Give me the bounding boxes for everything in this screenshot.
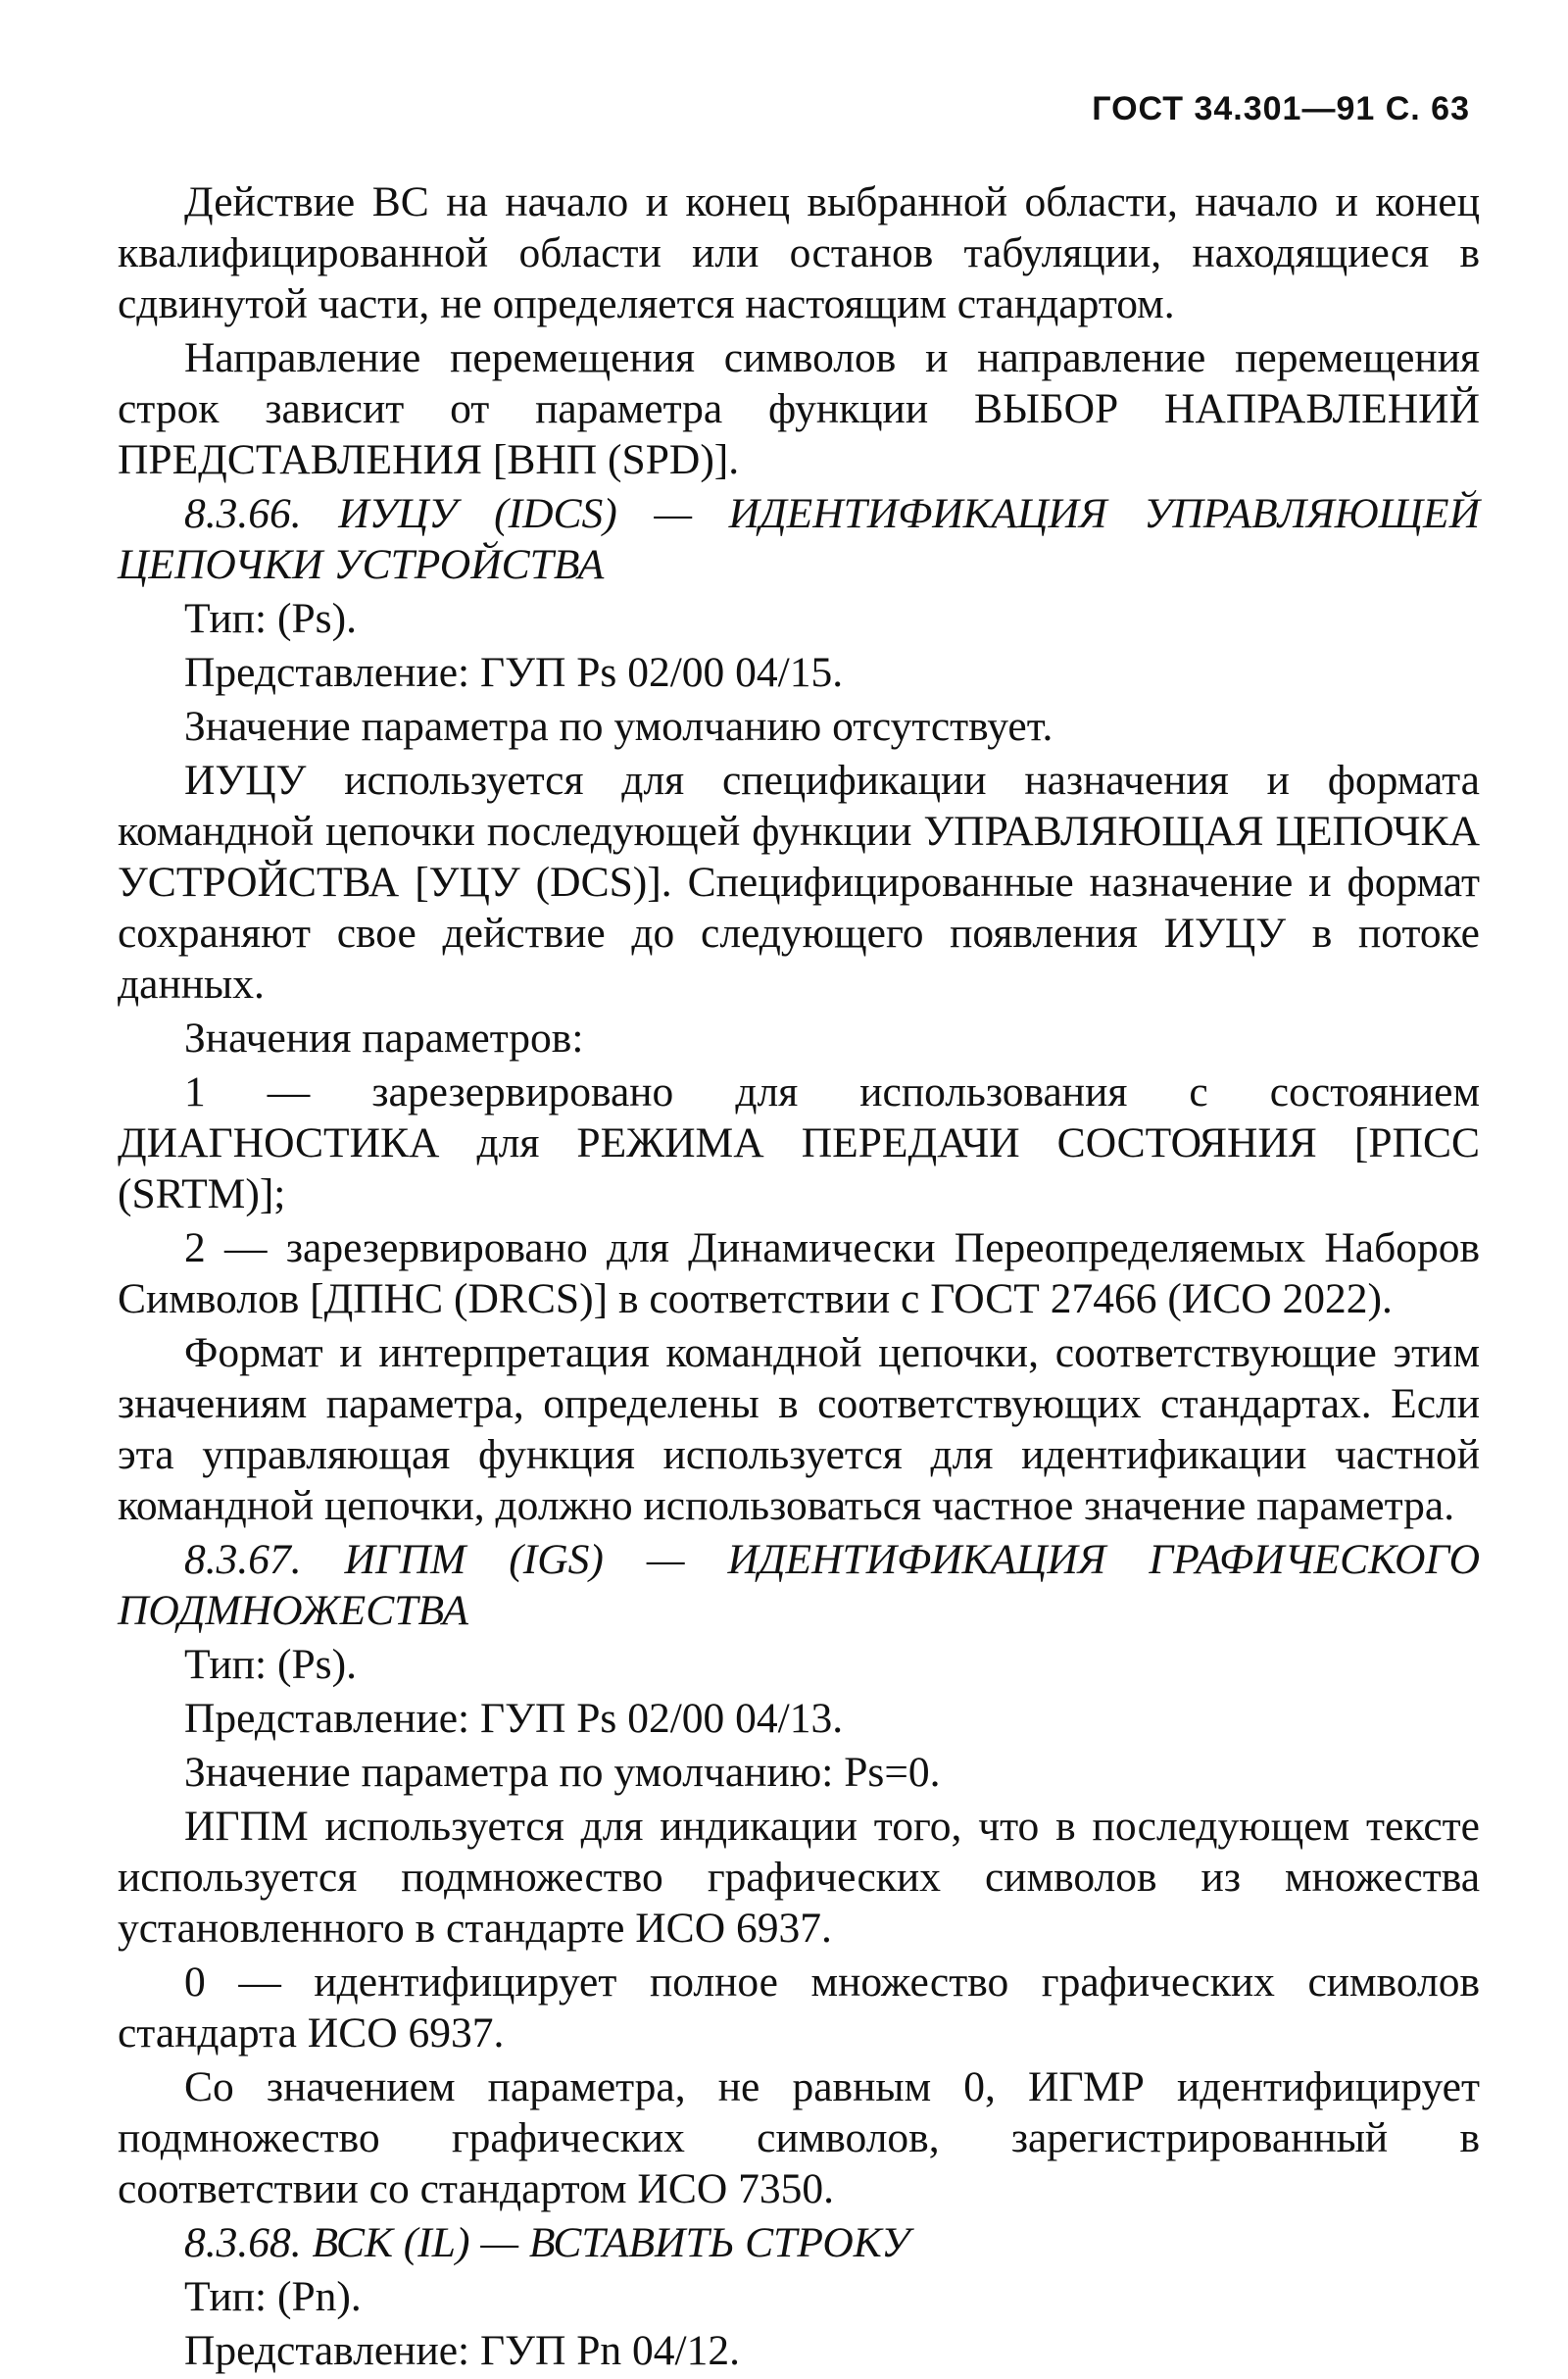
paragraph: ИГПМ используется для индикации того, что в последующем тексте используется подмножество графических символов из множества установленного в стандарте ИСО 6937. — [118, 1803, 1480, 1952]
paragraph: Тип: (Ps). — [184, 595, 357, 642]
list-item: 2 — зарезервировано для Динамически Переопределяемых Наборов Символов [ДПНС (DRCS)] в соответствии с ГОСТ 27466 (ИСО 2022). — [118, 1224, 1480, 1322]
paragraph: Представление: ГУП Ps 02/00 04/15. — [184, 649, 844, 696]
section-heading-8-3-68: 8.3.68. ВСК (IL) — ВСТАВИТЬ СТРОКУ — [184, 2219, 910, 2266]
paragraph: Направление перемещения символов и направление перемещения строк зависит от параметра функции ВЫБОР НАПРАВЛЕНИЙ ПРЕДСТАВЛЕНИЯ [ВНП (SPD)]. — [118, 334, 1480, 483]
document-body — [118, 176, 1480, 2379]
section-heading-8-3-67: 8.3.67. ИГПМ (IGS) — ИДЕНТИФИКАЦИЯ ГРАФИЧЕСКОГО ПОДМНОЖЕСТВА — [118, 1536, 1480, 1634]
paragraph: Значения параметров: — [184, 1015, 584, 1062]
paragraph: Значение параметра по умолчанию отсутствует. — [184, 703, 1054, 750]
paragraph: Представление: ГУП Pn 04/12. — [184, 2327, 741, 2374]
paragraph: Значение параметра по умолчанию: Ps=0. — [184, 1749, 941, 1796]
paragraph: Тип: (Ps). — [184, 1641, 357, 1688]
list-item: 0 — идентифицирует полное множество графических символов стандарта ИСО 6937. — [118, 1958, 1480, 2057]
page-running-title: ГОСТ 34.301—91 С. 63 — [1092, 90, 1470, 127]
paragraph: Действие ВС на начало и конец выбранной области, начало и конец квалифицированной области или останов табуляции, находящиеся в сдвинутой части, не определяется настоящим стандартом. — [118, 178, 1480, 327]
paragraph: Тип: (Pn). — [184, 2273, 362, 2320]
list-item: 1 — зарезервировано для использования с состоянием ДИАГНОСТИКА для РЕЖИМА ПЕРЕДАЧИ СОСТОЯНИЯ [РПСС (SRTM)]; — [118, 1068, 1480, 1217]
section-heading-8-3-66: 8.3.66. ИУЦУ (IDCS) — ИДЕНТИФИКАЦИЯ УПРАВЛЯЮЩЕЙ ЦЕПОЧКИ УСТРОЙСТВА — [118, 490, 1480, 588]
paragraph: Формат и интерпретация командной цепочки, соответствующие этим значениям параметра, определены в соответствующих стандартах. Если эта управляющая функция используется для идентификации частной командной цепочки, должно использоваться частное значение параметра. — [118, 1329, 1480, 1529]
paragraph: Со значением параметра, не равным 0, ИГМР идентифицирует подмножество графических символов, зарегистрированный в соответствии со стандартом ИСО 7350. — [118, 2063, 1480, 2212]
paragraph: ИУЦУ используется для спецификации назначения и формата командной цепочки последующей функции УПРАВЛЯЮЩАЯ ЦЕПОЧКА УСТРОЙСТВА [УЦУ (DCS)]. Специфицированные назначение и формат сохраняют свое действие до следующего появления ИУЦУ в потоке данных. — [118, 757, 1480, 1008]
paragraph: Представление: ГУП Ps 02/00 04/13. — [184, 1695, 844, 1742]
